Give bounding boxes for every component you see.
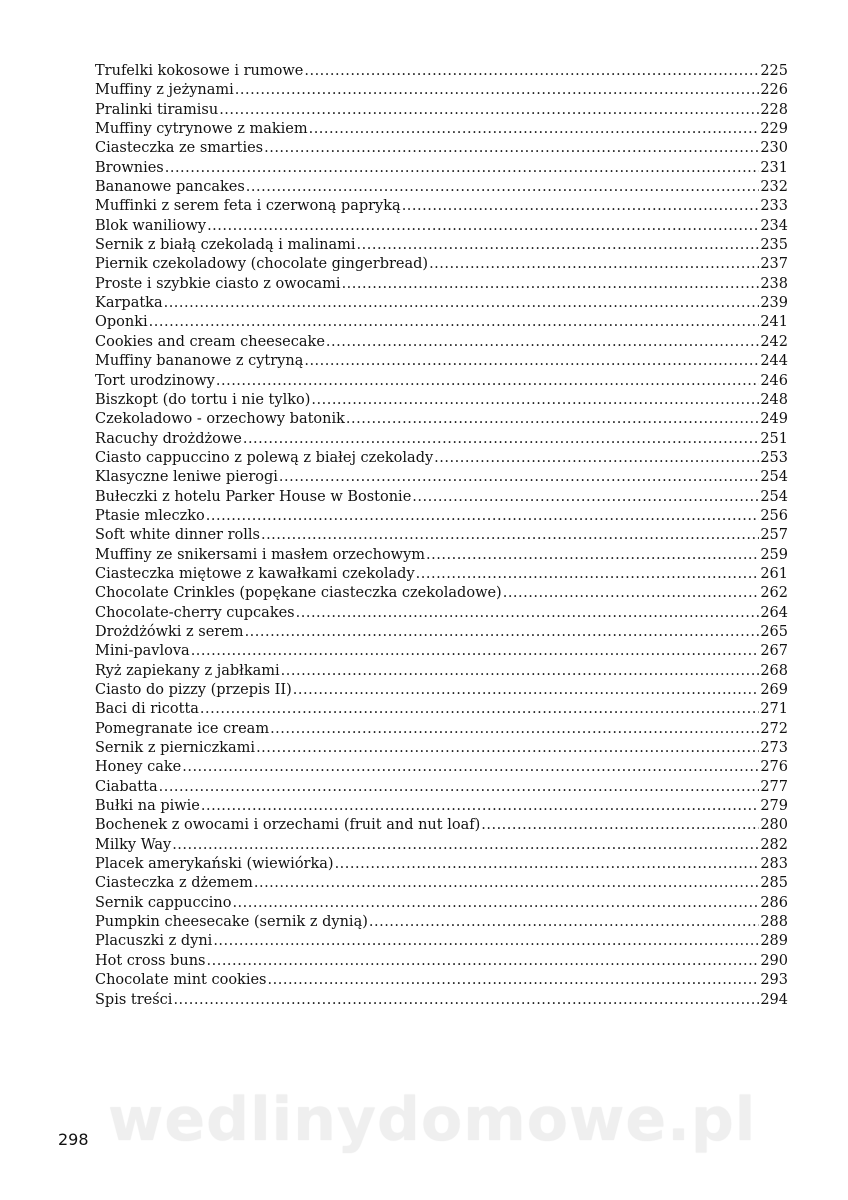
toc-entry[interactable] bbox=[95, 333, 788, 352]
toc-entry[interactable] bbox=[95, 159, 788, 178]
dot-leader bbox=[304, 62, 759, 81]
toc-entry-page: 276 bbox=[760, 759, 788, 776]
toc-entry-page: 285 bbox=[760, 875, 788, 892]
dot-leader bbox=[216, 372, 759, 391]
toc-entry[interactable] bbox=[95, 352, 788, 371]
toc-entry-page: 279 bbox=[760, 798, 788, 815]
toc-entry-page: 230 bbox=[760, 140, 788, 157]
toc-entry-title: Bananowe pancakes bbox=[95, 179, 245, 196]
toc-entry-page: 234 bbox=[760, 217, 788, 234]
toc-entry[interactable] bbox=[95, 720, 788, 739]
toc-entry-page: 228 bbox=[760, 101, 788, 118]
dot-leader bbox=[246, 178, 760, 197]
watermark: wedlinydomowe.pl bbox=[108, 1085, 757, 1155]
toc-entry-page: 273 bbox=[760, 740, 788, 757]
dot-leader bbox=[182, 758, 759, 777]
toc-entry[interactable] bbox=[95, 836, 788, 855]
dot-leader bbox=[369, 913, 759, 932]
dot-leader bbox=[243, 430, 759, 449]
dot-leader bbox=[201, 797, 759, 816]
dot-leader bbox=[357, 236, 760, 255]
toc-entry-page: 282 bbox=[760, 836, 788, 853]
page-number: 298 bbox=[58, 1130, 89, 1149]
toc-entry-page: 246 bbox=[760, 372, 788, 389]
toc-entry[interactable] bbox=[95, 584, 788, 603]
toc-entry-page: 232 bbox=[760, 179, 788, 196]
dot-leader bbox=[164, 294, 760, 313]
dot-leader bbox=[304, 352, 759, 371]
toc-entry-title: Bochenek z owocami i orzechami (fruit and nut loaf) bbox=[95, 817, 481, 834]
toc-entry-page: 242 bbox=[760, 333, 788, 350]
toc-entry[interactable] bbox=[95, 546, 788, 565]
toc-entry-title: Czekoladowo - orzechowy batonik bbox=[95, 411, 345, 428]
dot-leader bbox=[346, 410, 759, 429]
toc-entry-title: Placuszki z dyni bbox=[95, 933, 213, 950]
toc-entry-title: Ciabatta bbox=[95, 778, 158, 795]
toc-entry[interactable] bbox=[95, 913, 788, 932]
toc-entry-page: 267 bbox=[760, 643, 788, 660]
toc-entry-title: Ciasto do pizzy (przepis II) bbox=[95, 682, 292, 698]
toc-entry[interactable] bbox=[95, 294, 788, 313]
toc-entry-title: Piernik czekoladowy (chocolate gingerbread) bbox=[95, 256, 429, 273]
toc-entry-title: Muffiny ze snikersami i masłem orzechowym bbox=[95, 546, 426, 563]
toc-entry-title: Trufelki kokosowe i rumowe bbox=[95, 63, 304, 79]
toc-entry[interactable] bbox=[95, 604, 788, 623]
dot-leader bbox=[426, 546, 759, 565]
dot-leader bbox=[335, 855, 760, 874]
toc-entry[interactable] bbox=[95, 952, 788, 971]
toc-entry-page: 226 bbox=[760, 82, 788, 99]
toc-entry[interactable] bbox=[95, 197, 788, 216]
toc-entry-page: 259 bbox=[760, 546, 788, 563]
toc-entry-page: 233 bbox=[760, 198, 788, 215]
dot-leader bbox=[434, 449, 759, 468]
toc-entry[interactable] bbox=[95, 372, 788, 391]
toc-entry-title: Spis treści bbox=[95, 991, 173, 1008]
dot-leader bbox=[149, 313, 760, 332]
dot-leader bbox=[191, 642, 760, 661]
toc-entry-title: Cookies and cream cheesecake bbox=[95, 333, 325, 350]
dot-leader bbox=[254, 874, 759, 893]
toc-entry-page: 235 bbox=[760, 237, 788, 254]
toc-entry-page: 256 bbox=[760, 507, 788, 524]
dot-leader bbox=[173, 991, 759, 1010]
toc-entry[interactable] bbox=[95, 313, 788, 332]
toc-entry-title: Ciasto cappuccino z polewą z białej czekolady bbox=[95, 449, 434, 466]
dot-leader bbox=[309, 120, 760, 139]
toc-entry[interactable] bbox=[95, 430, 788, 449]
toc-entry[interactable] bbox=[95, 681, 788, 700]
dot-leader bbox=[293, 681, 760, 700]
dot-leader bbox=[412, 488, 759, 507]
toc-entry-title: Muffiny cytrynowe z makiem bbox=[95, 121, 308, 138]
toc-entry[interactable] bbox=[95, 874, 788, 893]
toc-entry-title: Pumpkin cheesecake (sernik z dynią) bbox=[95, 914, 368, 931]
toc-entry-page: 294 bbox=[760, 991, 788, 1008]
dot-leader bbox=[235, 81, 760, 100]
toc-entry[interactable] bbox=[95, 468, 788, 487]
toc-entry-page: 262 bbox=[760, 585, 788, 602]
dot-leader bbox=[219, 101, 759, 120]
toc-entry-title: Proste i szybkie ciasto z owocami bbox=[95, 275, 341, 292]
toc-entry[interactable] bbox=[95, 391, 788, 410]
toc-entry[interactable] bbox=[95, 565, 788, 584]
toc-entry-page: 254 bbox=[760, 488, 788, 505]
dot-leader bbox=[245, 623, 760, 642]
toc-entry[interactable] bbox=[95, 81, 788, 100]
toc-entry-title: Honey cake bbox=[95, 759, 182, 776]
toc-entry-page: 257 bbox=[760, 527, 788, 544]
dot-leader bbox=[326, 333, 759, 352]
toc-entry-title: Karpatka bbox=[95, 295, 163, 312]
toc-entry-title: Muffinki z serem feta i czerwoną papryką bbox=[95, 198, 401, 215]
table-of-contents bbox=[95, 62, 788, 1010]
dot-leader bbox=[416, 565, 760, 584]
toc-entry-page: 277 bbox=[760, 778, 788, 795]
toc-entry-title: Racuchy drożdżowe bbox=[95, 430, 242, 447]
toc-entry-page: 271 bbox=[760, 701, 788, 718]
dot-leader bbox=[200, 700, 759, 719]
toc-entry-title: Blok waniliowy bbox=[95, 217, 207, 234]
toc-entry-title: Klasyczne leniwe pierogi bbox=[95, 469, 278, 486]
toc-entry[interactable] bbox=[95, 488, 788, 507]
toc-entry-page: 264 bbox=[760, 604, 788, 621]
toc-entry[interactable] bbox=[95, 797, 788, 816]
toc-entry-title: Bułki na piwie bbox=[95, 798, 200, 815]
toc-entry-title: Sernik z białą czekoladą i malinami bbox=[95, 237, 356, 254]
dot-leader bbox=[503, 584, 760, 603]
toc-entry[interactable] bbox=[95, 217, 788, 236]
toc-entry[interactable] bbox=[95, 894, 788, 913]
dot-leader bbox=[311, 391, 759, 410]
toc-entry[interactable] bbox=[95, 739, 788, 758]
toc-entry-title: Muffiny z jeżynami bbox=[95, 82, 234, 99]
toc-entry-page: 249 bbox=[760, 411, 788, 428]
toc-entry[interactable] bbox=[95, 410, 788, 429]
toc-entry-title: Placek amerykański (wiewiórka) bbox=[95, 856, 334, 873]
toc-entry-title: Baci di ricotta bbox=[95, 701, 199, 718]
dot-leader bbox=[232, 894, 759, 913]
dot-leader bbox=[207, 952, 760, 971]
toc-entry-page: 265 bbox=[760, 623, 788, 640]
toc-entry-page: 293 bbox=[760, 972, 788, 989]
toc-entry-page: 269 bbox=[760, 682, 788, 698]
dot-leader bbox=[342, 275, 760, 294]
toc-entry-page: 289 bbox=[760, 933, 788, 950]
toc-entry-title: Pralinki tiramisu bbox=[95, 101, 219, 118]
toc-entry[interactable] bbox=[95, 700, 788, 719]
toc-entry[interactable] bbox=[95, 255, 788, 274]
toc-entry[interactable] bbox=[95, 526, 788, 545]
dot-leader bbox=[172, 836, 759, 855]
toc-entry-title: Ciasteczka miętowe z kawałkami czekolady bbox=[95, 565, 415, 582]
dot-leader bbox=[159, 778, 760, 797]
toc-entry-title: Milky Way bbox=[95, 836, 172, 853]
toc-entry-title: Mini-pavlova bbox=[95, 643, 190, 660]
dot-leader bbox=[261, 526, 759, 545]
toc-entry[interactable] bbox=[95, 991, 788, 1010]
toc-entry-title: Chocolate-cherry cupcakes bbox=[95, 604, 295, 621]
toc-entry-title: Muffiny bananowe z cytryną bbox=[95, 353, 304, 370]
toc-entry[interactable] bbox=[95, 101, 788, 120]
toc-entry-page: 231 bbox=[760, 159, 788, 176]
toc-entry-title: Ryż zapiekany z jabłkami bbox=[95, 662, 280, 679]
dot-leader bbox=[256, 739, 759, 758]
toc-entry-title: Hot cross buns bbox=[95, 952, 206, 969]
toc-entry[interactable] bbox=[95, 971, 788, 990]
toc-entry-title: Ciasteczka ze smarties bbox=[95, 140, 264, 157]
dot-leader bbox=[279, 468, 759, 487]
dot-leader bbox=[206, 507, 760, 526]
toc-entry-page: 280 bbox=[760, 817, 788, 834]
dot-leader bbox=[213, 932, 759, 951]
toc-entry[interactable] bbox=[95, 120, 788, 139]
toc-entry[interactable] bbox=[95, 178, 788, 197]
toc-entry[interactable] bbox=[95, 778, 788, 797]
toc-entry-page: 225 bbox=[760, 63, 788, 79]
toc-entry-title: Bułeczki z hotelu Parker House w Bostonie bbox=[95, 488, 412, 505]
toc-entry-page: 272 bbox=[760, 720, 788, 737]
toc-entry-title: Ciasteczka z dżemem bbox=[95, 875, 253, 892]
toc-entry[interactable] bbox=[95, 662, 788, 681]
toc-entry-page: 237 bbox=[760, 256, 788, 273]
dot-leader bbox=[429, 255, 759, 274]
toc-entry-title: Drożdżówki z serem bbox=[95, 623, 244, 640]
toc-entry-page: 288 bbox=[760, 914, 788, 931]
toc-entry-page: 286 bbox=[760, 894, 788, 911]
toc-entry-page: 241 bbox=[760, 314, 788, 331]
toc-entry[interactable] bbox=[95, 139, 788, 158]
dot-leader bbox=[296, 604, 760, 623]
toc-entry-title: Pomegranate ice cream bbox=[95, 720, 270, 737]
dot-leader bbox=[481, 816, 759, 835]
toc-entry[interactable] bbox=[95, 816, 788, 835]
toc-entry-page: 229 bbox=[760, 121, 788, 138]
toc-entry[interactable] bbox=[95, 62, 788, 81]
toc-entry-page: 290 bbox=[760, 952, 788, 969]
toc-entry[interactable] bbox=[95, 236, 788, 255]
toc-entry-page: 248 bbox=[760, 391, 788, 408]
dot-leader bbox=[402, 197, 760, 216]
toc-entry[interactable] bbox=[95, 642, 788, 661]
toc-entry-title: Tort urodzinowy bbox=[95, 372, 215, 389]
toc-entry-title: Ptasie mleczko bbox=[95, 507, 205, 524]
toc-entry-page: 244 bbox=[760, 353, 788, 370]
toc-entry[interactable] bbox=[95, 449, 788, 468]
toc-entry[interactable] bbox=[95, 275, 788, 294]
dot-leader bbox=[281, 662, 760, 681]
dot-leader bbox=[270, 720, 759, 739]
toc-entry-page: 239 bbox=[760, 295, 788, 312]
dot-leader bbox=[264, 139, 759, 158]
dot-leader bbox=[207, 217, 759, 236]
dot-leader bbox=[268, 971, 760, 990]
toc-entry-page: 251 bbox=[760, 430, 788, 447]
toc-entry-page: 238 bbox=[760, 275, 788, 292]
toc-entry-title: Biszkopt (do tortu i nie tylko) bbox=[95, 391, 311, 408]
toc-entry[interactable] bbox=[95, 507, 788, 526]
toc-entry-page: 254 bbox=[760, 469, 788, 486]
dot-leader bbox=[165, 159, 760, 178]
toc-entry-page: 283 bbox=[760, 856, 788, 873]
toc-entry-title: Soft white dinner rolls bbox=[95, 527, 260, 544]
toc-entry-title: Oponki bbox=[95, 314, 148, 331]
toc-entry[interactable] bbox=[95, 932, 788, 951]
toc-entry-title: Brownies bbox=[95, 159, 164, 176]
toc-entry[interactable] bbox=[95, 623, 788, 642]
toc-entry-title: Sernik z pierniczkami bbox=[95, 740, 256, 757]
toc-entry[interactable] bbox=[95, 855, 788, 874]
toc-entry-page: 253 bbox=[760, 449, 788, 466]
toc-entry-page: 268 bbox=[760, 662, 788, 679]
toc-entry-title: Chocolate mint cookies bbox=[95, 972, 267, 989]
toc-entry-title: Sernik cappuccino bbox=[95, 894, 232, 911]
toc-entry[interactable] bbox=[95, 758, 788, 777]
toc-entry-page: 261 bbox=[760, 565, 788, 582]
toc-entry-title: Chocolate Crinkles (popękane ciasteczka czekoladowe) bbox=[95, 585, 502, 602]
